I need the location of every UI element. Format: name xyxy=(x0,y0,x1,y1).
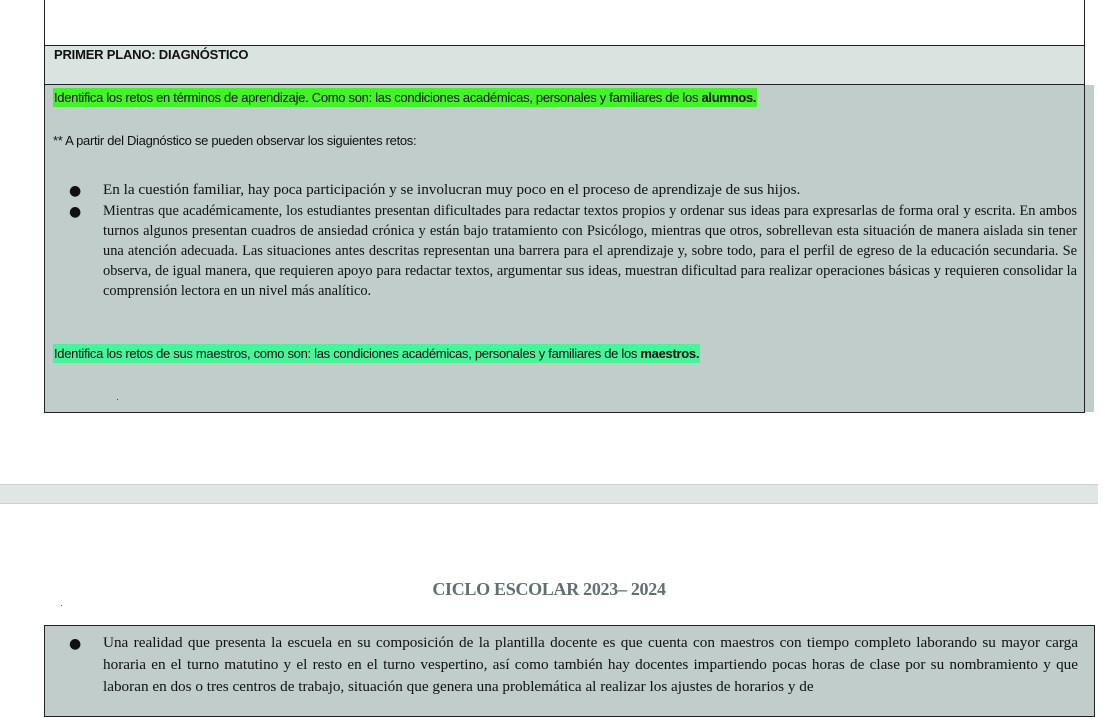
bullet-text: En la cuestión familiar, hay poca participación y se involucran muy poco en el proceso de aprendizaje de sus hijos. xyxy=(103,181,801,198)
teachers-prompt-text: Identifica los retos de sus maestros, como son: las condiciones académicas, personales y familiares de los xyxy=(54,346,641,361)
bullet-icon: ● xyxy=(69,204,82,220)
list-item xyxy=(69,632,1078,698)
stray-mark xyxy=(117,399,118,400)
teachers-challenges-prompt xyxy=(53,344,700,363)
students-prompt-bold: alumnos. xyxy=(701,90,757,105)
stray-mark xyxy=(61,605,62,606)
section-header-title: PRIMER PLANO: DIAGNÓSTICO xyxy=(54,47,249,62)
page-separator xyxy=(0,484,1098,504)
school-cycle-title: CICLO ESCOLAR 2023– 2024 xyxy=(432,579,666,599)
cycle-content-box xyxy=(44,625,1095,717)
teachers-list xyxy=(69,632,1078,699)
top-table-cell xyxy=(44,0,1085,46)
section-header xyxy=(44,45,1085,85)
diagnostic-note: ** A partir del Diagnóstico se pueden observar los siguientes retos: xyxy=(53,133,417,148)
bullet-icon: ● xyxy=(69,183,82,199)
list-item xyxy=(69,201,1077,301)
bullet-text: Mientras que académicamente, los estudiantes presentan dificultades para redactar textos propios y ordenar sus ideas para expresarlas de forma oral y escrita. En ambos turnos algunos presentan cuadros de ansiedad crónica y están bajo tratamiento con Psicólogo, mientras que otros, sobrellevan esta situación de manera aislada sin tener una atención adecuada. Las situaciones antes descritas representan una barrera para el aprendizaje y, sobre todo, para el perfil de egreso de la educación secundaria. Se observa, de igual manera, que requieren apoyo para redactar textos, argumentar sus ideas, muestran dificultad para realizar operaciones básicas y requieren consolidar la comprensión lectora en un nivel más analítico. xyxy=(103,203,1077,299)
diagnostic-content-box xyxy=(44,84,1085,413)
students-challenges-prompt xyxy=(53,88,757,107)
students-prompt-text: Identifica los retos en términos de aprendizaje. Como son: las condiciones académicas, personales y familiares de los xyxy=(54,90,702,105)
teachers-prompt-bold: maestros. xyxy=(640,346,700,361)
challenges-list xyxy=(69,180,1077,302)
list-item xyxy=(69,180,1077,200)
bullet-text: Una realidad que presenta la escuela en su composición de la plantilla docente es que cuenta con maestros con tiempo completo laborando su mayor carga horaria en el turno matutino y el resto en el turno vespertino, así como también hay docentes impartiendo pocas horas de clase por su nombramiento y que laboran en dos o tres centros de trabajo, situación que genera una problemática al realizar los ajustes de horarios y de xyxy=(103,634,1078,695)
bullet-icon: ● xyxy=(69,636,82,652)
